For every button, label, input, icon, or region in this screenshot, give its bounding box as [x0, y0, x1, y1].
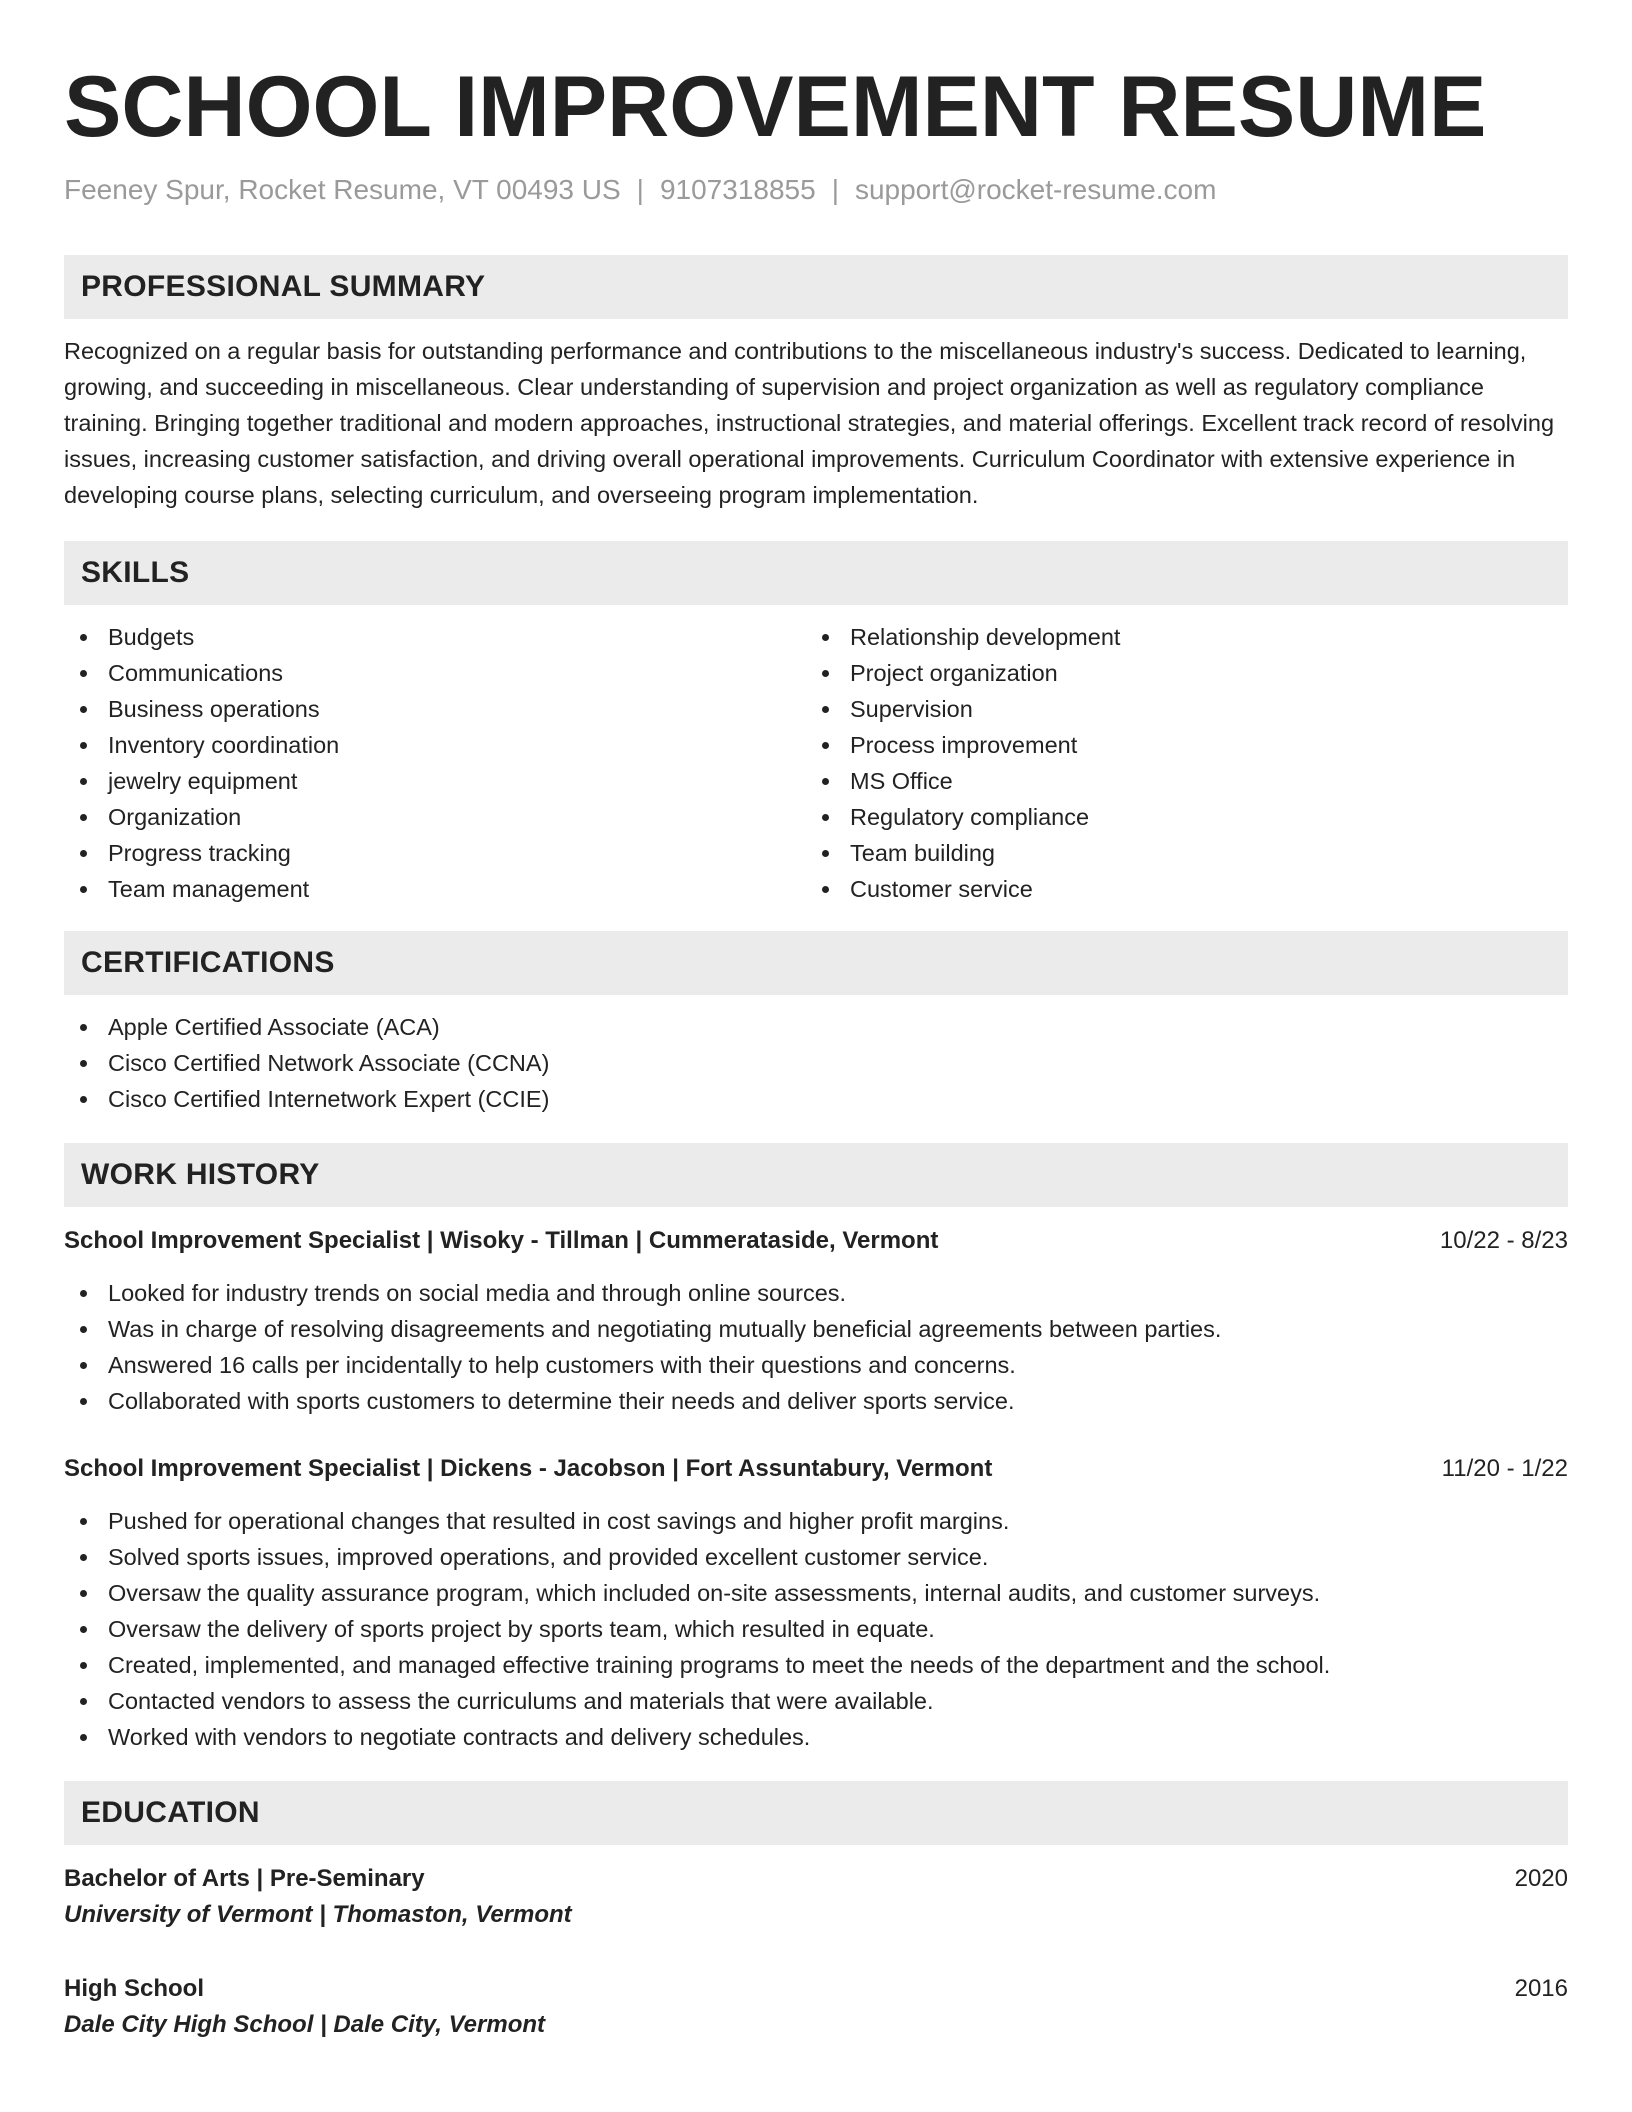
- education-entry: [64, 1971, 1568, 2043]
- education-degree: Bachelor of Arts | Pre-Seminary: [64, 1865, 425, 1892]
- certification-item: Cisco Certified Internetwork Expert (CCIE): [64, 1081, 1568, 1117]
- job-entry: [64, 1451, 1568, 1755]
- job-title: School Improvement Specialist | Dickens - Jacobson | Fort Assuntabury, Vermont: [64, 1455, 993, 1482]
- resume-title: SCHOOL IMPROVEMENT RESUME: [64, 59, 1487, 155]
- job-dates: 10/22 - 8/23: [1439, 1227, 1568, 1254]
- job-bullets: [64, 1503, 1568, 1755]
- job-bullet: Was in charge of resolving disagreements and negotiating mutually beneficial agreements between parties.: [64, 1311, 1568, 1347]
- job-bullet: Answered 16 calls per incidentally to help customers with their questions and concerns.: [64, 1347, 1568, 1383]
- skill-item: Project organization: [806, 655, 1548, 691]
- skill-item: Budgets: [64, 619, 806, 655]
- contact-separator: |: [636, 174, 644, 205]
- job-bullets: [64, 1275, 1568, 1419]
- skills-column-right: [806, 619, 1548, 907]
- skill-item: Process improvement: [806, 727, 1548, 763]
- job-bullet: Oversaw the quality assurance program, which included on-site assessments, internal audits, and customer surveys.: [64, 1575, 1568, 1611]
- skill-item: Customer service: [806, 871, 1548, 907]
- skill-item: Supervision: [806, 691, 1548, 727]
- skill-item: jewelry equipment: [64, 763, 806, 799]
- summary-text: Recognized on a regular basis for outstanding performance and contributions to the miscellaneous industry's success. Dedicated to learning, growing, and succeeding in miscellaneous. Clear understanding of supervision and project organization as well as regulatory compliance training. Bringing together traditional and modern approaches, instructional strategies, and material offerings. Excellent track record of resolving issues, increasing customer satisfaction, and driving overall operational improvements. Curriculum Coordinator with extensive experience in developing course plans, selecting curriculum, and overseeing program implementation.: [64, 338, 1555, 508]
- education-entry: [64, 1861, 1568, 1933]
- contact-line: [64, 170, 1568, 210]
- skill-item: Communications: [64, 655, 806, 691]
- contact-email: support@rocket-resume.com: [854, 174, 1217, 205]
- certifications-list: [64, 1009, 1568, 1117]
- skill-item: Team management: [64, 871, 806, 907]
- education-year: 2020: [1514, 1865, 1568, 1892]
- job-title: School Improvement Specialist | Wisoky - Tillman | Cummerataside, Vermont: [64, 1227, 939, 1254]
- work-history-heading: WORK HISTORY: [64, 1143, 1568, 1207]
- job-bullet: Contacted vendors to assess the curriculums and materials that were available.: [64, 1683, 1568, 1719]
- job-bullet: Collaborated with sports customers to determine their needs and deliver sports service.: [64, 1383, 1568, 1419]
- education-heading: EDUCATION: [64, 1781, 1568, 1845]
- job-bullet: Oversaw the delivery of sports project by sports team, which resulted in equate.: [64, 1611, 1568, 1647]
- certifications-heading: CERTIFICATIONS: [64, 931, 1568, 995]
- job-dates: 11/20 - 1/22: [1441, 1455, 1568, 1482]
- education-degree: High School: [64, 1975, 204, 2002]
- job-header: [64, 1223, 1568, 1259]
- contact-address: Feeney Spur, Rocket Resume, VT 00493 US: [64, 174, 621, 205]
- summary-heading: PROFESSIONAL SUMMARY: [64, 255, 1568, 319]
- job-bullet: Worked with vendors to negotiate contracts and delivery schedules.: [64, 1719, 1568, 1755]
- certification-item: Cisco Certified Network Associate (CCNA): [64, 1045, 1568, 1081]
- job-header: [64, 1451, 1568, 1487]
- skill-item: Relationship development: [806, 619, 1548, 655]
- certification-item: Apple Certified Associate (ACA): [64, 1009, 1568, 1045]
- contact-phone: 9107318855: [659, 174, 816, 205]
- skill-item: Team building: [806, 835, 1548, 871]
- education-header: [64, 1861, 1568, 1897]
- skill-item: Organization: [64, 799, 806, 835]
- education-school: University of Vermont | Thomaston, Vermont: [64, 1901, 572, 1928]
- skills-heading: SKILLS: [64, 541, 1568, 605]
- skill-item: MS Office: [806, 763, 1548, 799]
- education-school: Dale City High School | Dale City, Vermont: [64, 2011, 546, 2038]
- resume-page: [64, 52, 1568, 2043]
- skills-column-left: [64, 619, 806, 907]
- skill-item: Business operations: [64, 691, 806, 727]
- contact-separator: |: [831, 174, 839, 205]
- skill-item: Regulatory compliance: [806, 799, 1548, 835]
- job-bullet: Pushed for operational changes that resulted in cost savings and higher profit margins.: [64, 1503, 1568, 1539]
- education-year: 2016: [1514, 1975, 1568, 2002]
- job-entry: [64, 1223, 1568, 1419]
- job-bullet: Created, implemented, and managed effective training programs to meet the needs of the department and the school.: [64, 1647, 1568, 1683]
- job-bullet: Looked for industry trends on social media and through online sources.: [64, 1275, 1568, 1311]
- job-bullet: Solved sports issues, improved operations, and provided excellent customer service.: [64, 1539, 1568, 1575]
- skills-list: [64, 619, 1568, 907]
- education-header: [64, 1971, 1568, 2007]
- skill-item: Inventory coordination: [64, 727, 806, 763]
- skill-item: Progress tracking: [64, 835, 806, 871]
